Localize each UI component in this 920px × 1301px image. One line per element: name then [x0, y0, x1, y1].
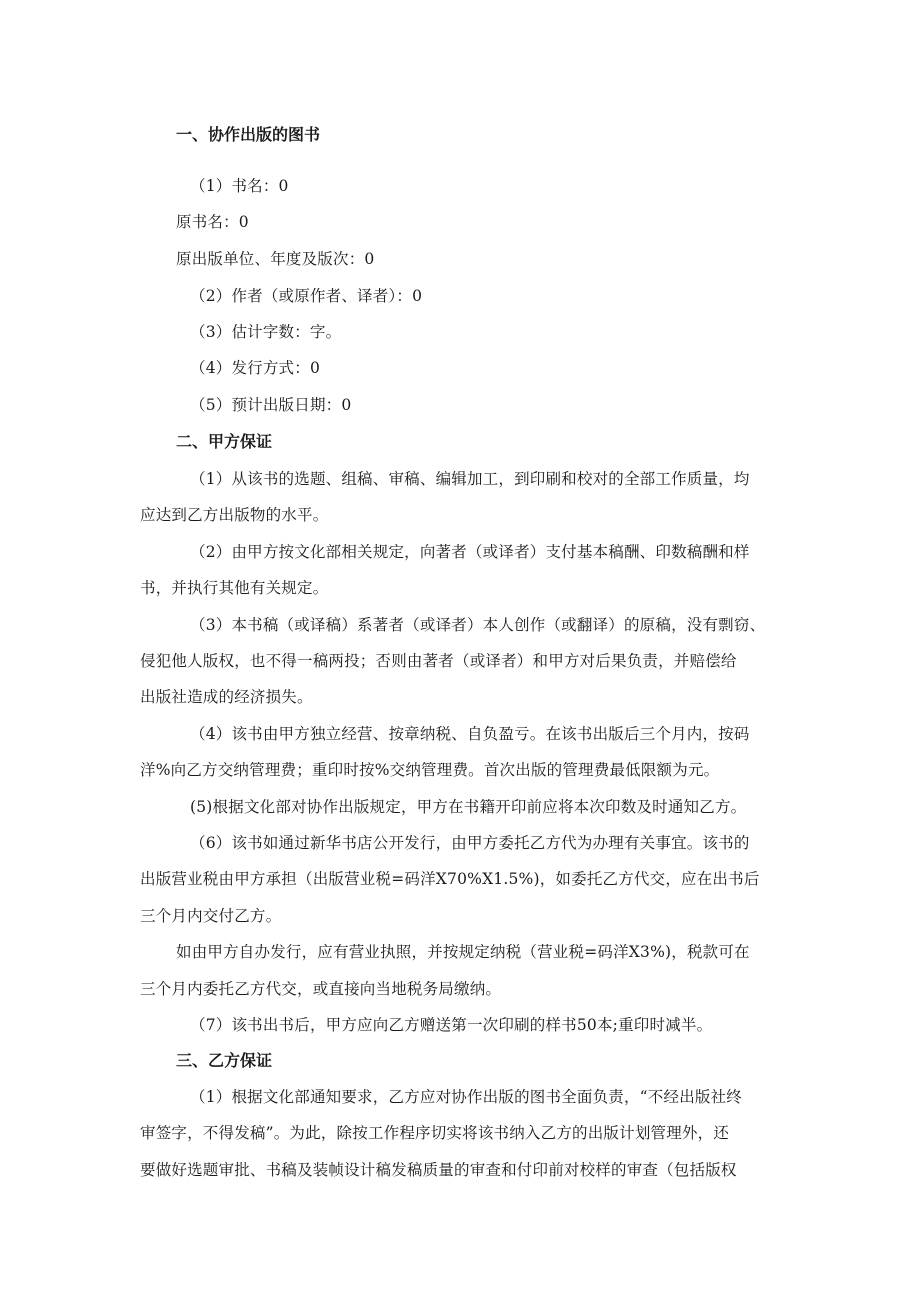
s2-line: 如由甲方自办发行，应有营业执照，并按规定纳税（营业税=码洋X3%)，税款可在 [176, 943, 750, 961]
s2-line: 侵犯他人版权，也不得一稿两投；否则由著者（或译者）和甲方对后果负责，并赔偿给 [140, 652, 737, 670]
distribution-line: （4）发行方式：0 [190, 359, 321, 377]
s2-line: (5)根据文化部对协作出版规定，甲方在书籍开印前应将本次印数及时通知乙方。 [190, 798, 747, 816]
s2-line: 三个月内委托乙方代交，或直接向当地税务局缴纳。 [140, 980, 502, 998]
s2-line: 出版社造成的经济损失。 [140, 688, 313, 706]
original-publisher-line: 原出版单位、年度及版次：0 [176, 250, 375, 268]
s2-line: （1）从该书的选题、组稿、审稿、编辑加工，到印刷和校对的全部工作质量，均 [190, 470, 750, 488]
section-heading-2: 二、甲方保证 [176, 432, 273, 451]
publish-date-line: （5）预计出版日期：0 [190, 396, 352, 414]
author-line: （2）作者（或原作者、译者）：0 [190, 287, 423, 305]
s2-line: （4）该书由甲方独立经营、按章纳税、自负盈亏。在该书出版后三个月内，按码 [190, 725, 750, 743]
s2-line: 书，并执行其他有关规定。 [140, 579, 329, 597]
s2-line: （6）该书如通过新华书店公开发行，由甲方委托乙方代为办理有关事宜。该书的 [190, 834, 750, 852]
book-title-line: （1）书名：0 [190, 177, 289, 195]
section-heading-3: 三、乙方保证 [176, 1051, 273, 1070]
section-heading-1: 一、协作出版的图书 [176, 125, 321, 144]
s2-line: （2）由甲方按文化部相关规定，向著者（或译者）支付基本稿酬、印数稿酬和样 [190, 543, 750, 561]
s2-line: 应达到乙方出版物的水平。 [140, 506, 329, 524]
original-title-line: 原书名：0 [176, 213, 249, 231]
s2-line: 出版营业税由甲方承担（出版营业税=码洋X70%X1.5%)，如委托乙方代交，应在出书后 [140, 870, 760, 888]
s3-line: （1）根据文化部通知要求，乙方应对协作出版的图书全面负责，“不经出版社终 [190, 1088, 742, 1106]
word-count-line: （3）估计字数：字。 [190, 323, 342, 341]
s3-line: 审签字，不得发稿”。为此，除按工作程序切实将该书纳入乙方的出版计划管理外，还 [140, 1124, 730, 1142]
s2-line: 三个月内交付乙方。 [140, 907, 282, 925]
s2-line: （3）本书稿（或译稿）系著者（或译者）本人创作（或翻译）的原稿，没有剽窃、 [190, 616, 766, 634]
s2-line: 洋%向乙方交纳管理费；重印时按%交纳管理费。首次出版的管理费最低限额为元。 [140, 761, 720, 779]
s2-line: （7）该书出书后，甲方应向乙方赠送第一次印刷的样书50本;重印时减半。 [190, 1016, 713, 1034]
s3-line: 要做好选题审批、书稿及装帧设计稿发稿质量的审查和付印前对校样的审查（包括版权 [140, 1161, 737, 1179]
